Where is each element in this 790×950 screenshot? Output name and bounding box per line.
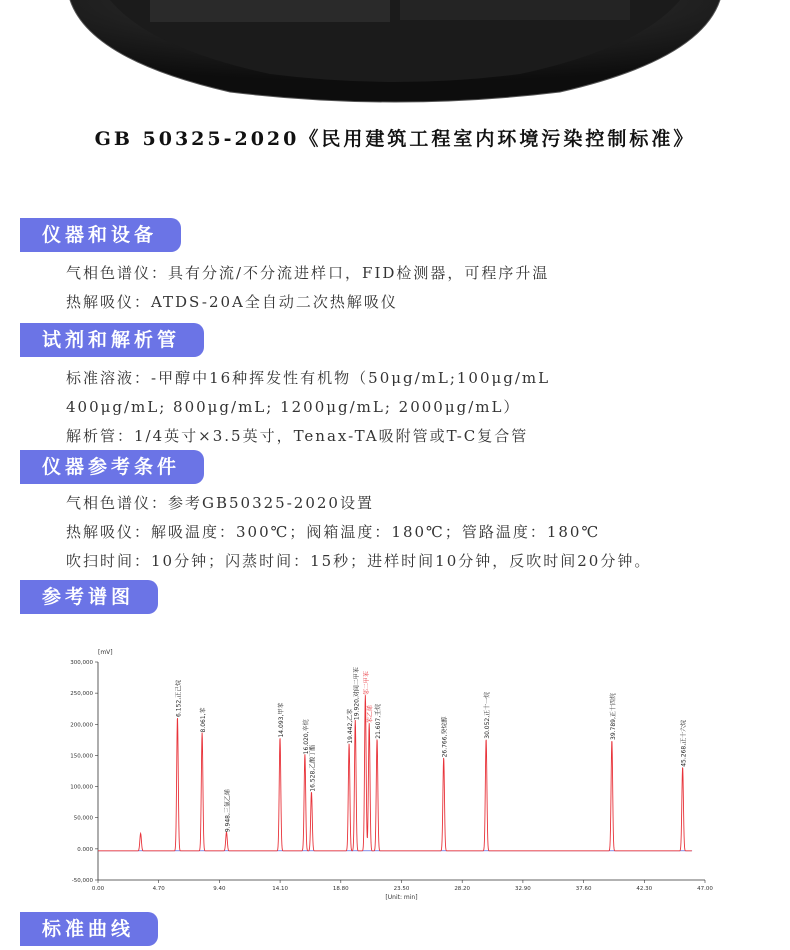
x-tick-label: 23.50 (393, 886, 410, 892)
section-curve-title: 标准曲线 (20, 912, 158, 946)
section-conditions-title: 仪器参考条件 (20, 450, 204, 484)
section-reagents-title: 试剂和解析管 (20, 323, 204, 357)
section-spectrum-title: 参考谱图 (20, 580, 158, 614)
reagents-line-2: 400μg/mL; 800μg/mL; 1200μg/mL; 2000μg/mL） (66, 398, 521, 416)
y-tick-label: 50,000 (73, 815, 93, 822)
y-tick-label: 100,000 (70, 784, 93, 791)
equipment-line-1: 气相色谱仪：具有分流/不分流进样口，FID检测器，可程序升温 (66, 264, 550, 282)
instrument-photo (0, 0, 790, 110)
conditions-line-1: 气相色谱仪：参考GB50325-2020设置 (66, 494, 374, 512)
conditions-line-3: 吹扫时间：10分钟；闪蒸时间：15秒；进样时间10分钟，反吹时间20分钟。 (66, 552, 652, 570)
x-tick-label: 14.10 (272, 886, 288, 892)
peak-label: 8.061,苯 (200, 707, 208, 733)
reagents-line-1: 标准溶液：-甲醇中16种挥发性有机物（50μg/mL;100μg/mL (66, 369, 551, 387)
y-tick-label: 300,000 (70, 660, 93, 666)
peak-label: 苯乙烯 (367, 705, 375, 724)
peak-label: 19.920,对间二甲苯 (353, 667, 361, 721)
peak-label: 16.020,辛烷 (302, 719, 310, 755)
y-tick-label: 150,000 (70, 753, 93, 760)
peak-label: 30.052,正十一烷 (484, 691, 492, 739)
y-tick-label: 200,000 (70, 722, 93, 729)
peak-label: 45.268,正十六烷 (680, 719, 688, 767)
peak-label: 6.152,正己烷 (175, 679, 183, 717)
standard-title: GB 50325-2020《民用建筑工程室内环境污染控制标准》 (94, 128, 696, 150)
chromatogram-chart (60, 640, 720, 902)
x-tick-label: 37.60 (575, 886, 592, 892)
section-equipment-title: 仪器和设备 (20, 218, 181, 252)
y-tick-label: 0.000 (77, 846, 93, 853)
peak-label: 21.607,壬烷 (375, 703, 383, 739)
x-axis-label: [Unit: min] (385, 894, 418, 901)
reagents-line-3: 解析管：1/4英寸×3.5英寸，Tenax-TA吸附管或T-C复合管 (66, 427, 529, 445)
peak-label: 39.789,正十四烷 (609, 693, 617, 740)
peak-label: 邻二甲苯 (363, 671, 371, 696)
x-tick-label: 32.90 (515, 886, 531, 892)
x-tick-label: 4.70 (152, 886, 165, 892)
x-tick-label: 47.00 (697, 886, 713, 892)
y-unit-label: [mV] (98, 649, 113, 656)
peak-label: 14.093,甲苯 (278, 702, 286, 738)
peak-label: 26.766,癸烷醇 (441, 716, 449, 758)
peak-label: 9.948,三氯乙烯 (224, 789, 232, 833)
peak-label: 19.442,乙苯 (347, 708, 355, 744)
x-tick-label: 9.40 (213, 886, 226, 892)
equipment-line-2: 热解吸仪：ATDS-20A全自动二次热解吸仪 (66, 293, 398, 311)
x-tick-label: 18.80 (332, 886, 349, 892)
y-tick-label: -50,000 (71, 878, 93, 884)
conditions-line-2: 热解吸仪：解吸温度：300℃；阀箱温度：180℃；管路温度：180℃ (66, 523, 601, 541)
peak-label: 16.528,乙酸丁酯 (309, 744, 317, 792)
x-tick-label: 0.00 (91, 886, 105, 892)
chromatogram-trace (98, 695, 692, 851)
y-tick-label: 250,000 (70, 691, 93, 698)
x-tick-label: 42.30 (636, 886, 653, 892)
x-tick-label: 28.20 (454, 886, 471, 892)
